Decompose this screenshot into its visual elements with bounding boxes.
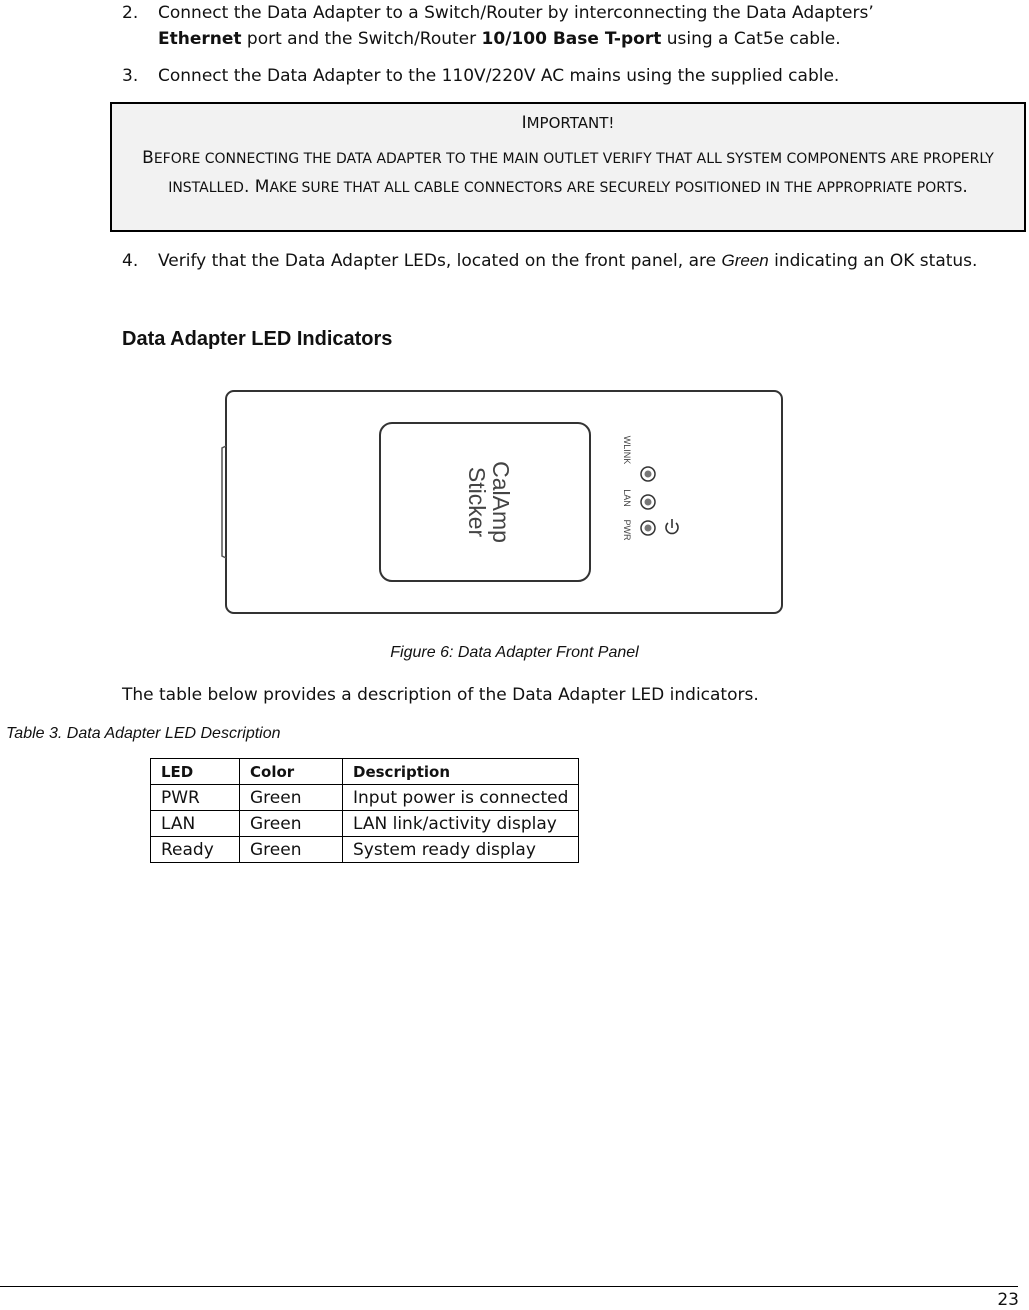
wlink-led [641,467,655,481]
cell-led: Ready [151,837,240,863]
footer-divider [0,1286,1018,1287]
page-number: 23 [997,1290,1019,1310]
cell-description: System ready display [343,837,579,863]
figure-caption: Figure 6: Data Adapter Front Panel [390,644,639,661]
header-color: Color [240,759,343,785]
table-row [151,837,579,863]
step-2 [122,0,1002,52]
led-description-table [150,758,579,863]
cell-color: Green [240,785,343,811]
step-text: Connect the Data Adapter to a Switch/Router by interconnecting the Data Adapters’ Ethernet port and the Switch/Router 10/100 Base T-port using a Cat5e cable. [158,3,874,49]
cell-color: Green [240,837,343,863]
led-labels-group [622,436,632,541]
cell-description: LAN link/activity display [343,811,579,837]
data-adapter-front-panel-figure [220,386,790,618]
led-label-lan: LAN [622,489,632,507]
table-header-row [151,759,579,785]
pwr-led [641,521,655,535]
step-number: 4. [122,251,139,271]
step-3 [122,63,1002,89]
step-4 [122,248,1002,274]
cell-color: Green [240,811,343,837]
table-row [151,785,579,811]
step-text: Connect the Data Adapter to the 110V/220V AC mains using the supplied cable. [158,66,840,86]
sticker-label-group [464,461,514,543]
step-number: 3. [122,66,139,86]
important-title: IMPORTANT! [521,113,615,133]
table-caption: Table 3. Data Adapter LED Description [6,725,281,742]
table-row [151,811,579,837]
sticker-text-line2: Sticker [464,466,490,538]
important-body: BEFORE CONNECTING THE DATA ADAPTER TO THE MAIN OUTLET VERIFY THAT ALL SYSTEM COMPONENTS ARE PROPERLY INSTALLED. MAKE SURE THAT ALL CABLE CONNECTORS ARE SECURELY POSITIONED IN THE APPROPRIATE PORTS. [142,148,994,197]
intro-paragraph: The table below provides a description of the Data Adapter LED indicators. [122,685,759,705]
step-number: 2. [122,3,139,23]
lan-led [641,495,655,509]
header-description: Description [343,759,579,785]
cell-description: Input power is connected [343,785,579,811]
cell-led: PWR [151,785,240,811]
step-text: Verify that the Data Adapter LEDs, located on the front panel, are Green indicating an OK status. [158,251,978,271]
led-label-wlink: WLINK [622,435,632,465]
cell-led: LAN [151,811,240,837]
section-heading: Data Adapter LED Indicators [122,328,393,350]
important-notice-box [110,102,1026,232]
sticker-text-line1: CalAmp [488,461,514,543]
led-label-pwr: PWR [622,519,632,541]
header-led: LED [151,759,240,785]
